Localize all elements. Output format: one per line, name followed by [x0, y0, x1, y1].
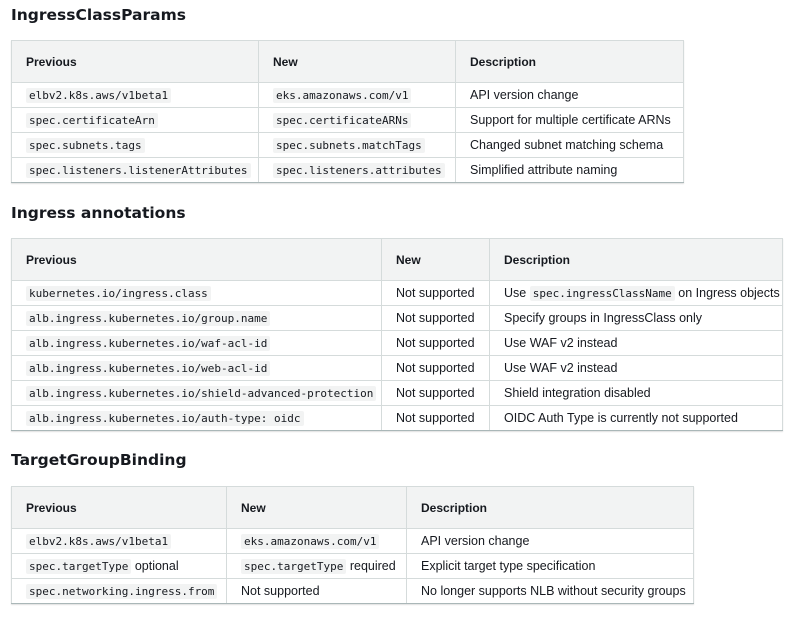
cell-new	[259, 83, 456, 108]
ingress-class-params-table	[11, 40, 684, 183]
cell-description: Specify groups in IngressClass only	[490, 306, 783, 331]
cell-description: Shield integration disabled	[490, 381, 783, 406]
table-header-row	[12, 41, 684, 83]
code-previous: spec.certificateArn	[26, 113, 158, 128]
column-header-new: New	[227, 487, 407, 529]
table-row	[12, 381, 783, 406]
table-row	[12, 529, 694, 554]
new-suffix: required	[349, 559, 396, 573]
code-new: spec.listeners.attributes	[273, 163, 445, 178]
cell-description: Use WAF v2 instead	[490, 356, 783, 381]
table-row	[12, 83, 684, 108]
column-header-new: New	[259, 41, 456, 83]
code-previous: spec.listeners.listenerAttributes	[26, 163, 251, 178]
cell-previous	[12, 406, 382, 431]
table-header-row	[12, 239, 783, 281]
description-prefix: Use	[504, 286, 527, 300]
column-header-previous: Previous	[12, 239, 382, 281]
table-row	[12, 281, 783, 306]
column-header-previous: Previous	[12, 487, 227, 529]
description-suffix: on Ingress objects	[678, 286, 780, 300]
column-header-description: Description	[407, 487, 694, 529]
column-header-previous: Previous	[12, 41, 259, 83]
cell-description: API version change	[407, 529, 694, 554]
code-previous: alb.ingress.kubernetes.io/group.name	[26, 311, 270, 326]
code-previous: spec.targetType	[26, 559, 131, 574]
cell-previous	[12, 529, 227, 554]
cell-description: Use WAF v2 instead	[490, 331, 783, 356]
cell-previous	[12, 356, 382, 381]
cell-description: Simplified attribute naming	[456, 158, 684, 183]
cell-previous	[12, 331, 382, 356]
code-new: eks.amazonaws.com/v1	[273, 88, 411, 103]
table-row	[12, 356, 783, 381]
code-new: eks.amazonaws.com/v1	[241, 534, 379, 549]
cell-new	[259, 108, 456, 133]
section-title-target-group-binding: TargetGroupBinding	[11, 451, 187, 469]
code-new: spec.subnets.matchTags	[273, 138, 425, 153]
description-code: spec.ingressClassName	[530, 286, 675, 301]
code-previous: elbv2.k8s.aws/v1beta1	[26, 534, 171, 549]
cell-new: Not supported	[382, 306, 490, 331]
table-row	[12, 306, 783, 331]
section-title-ingress-class-params: IngressClassParams	[11, 6, 186, 24]
cell-new: Not supported	[382, 281, 490, 306]
cell-new: Not supported	[382, 331, 490, 356]
cell-new: Not supported	[227, 579, 407, 604]
cell-description: OIDC Auth Type is currently not supported	[490, 406, 783, 431]
cell-previous	[12, 83, 259, 108]
cell-previous	[12, 133, 259, 158]
cell-description	[490, 281, 783, 306]
table-row	[12, 331, 783, 356]
cell-description: Changed subnet matching schema	[456, 133, 684, 158]
cell-previous	[12, 579, 227, 604]
code-previous: alb.ingress.kubernetes.io/auth-type: oidc	[26, 411, 304, 426]
code-new: spec.certificateARNs	[273, 113, 411, 128]
cell-new	[259, 158, 456, 183]
cell-new: Not supported	[382, 381, 490, 406]
code-previous: alb.ingress.kubernetes.io/waf-acl-id	[26, 336, 270, 351]
code-previous: elbv2.k8s.aws/v1beta1	[26, 88, 171, 103]
cell-previous	[12, 281, 382, 306]
cell-description: API version change	[456, 83, 684, 108]
cell-new: Not supported	[382, 356, 490, 381]
cell-new	[227, 554, 407, 579]
cell-description: Explicit target type specification	[407, 554, 694, 579]
table-row	[12, 579, 694, 604]
cell-new: Not supported	[382, 406, 490, 431]
cell-previous	[12, 306, 382, 331]
table-row	[12, 133, 684, 158]
cell-previous	[12, 381, 382, 406]
code-previous: kubernetes.io/ingress.class	[26, 286, 211, 301]
cell-description: No longer supports NLB without security groups	[407, 579, 694, 604]
section-title-ingress-annotations: Ingress annotations	[11, 204, 186, 222]
ingress-annotations-table	[11, 238, 783, 431]
previous-suffix: optional	[134, 559, 179, 573]
cell-previous	[12, 554, 227, 579]
table-row	[12, 108, 684, 133]
column-header-new: New	[382, 239, 490, 281]
target-group-binding-table	[11, 486, 694, 604]
code-previous: alb.ingress.kubernetes.io/shield-advanced-protection	[26, 386, 376, 401]
column-header-description: Description	[456, 41, 684, 83]
cell-new	[227, 529, 407, 554]
cell-previous	[12, 158, 259, 183]
code-previous: spec.subnets.tags	[26, 138, 145, 153]
table-row	[12, 554, 694, 579]
table-row	[12, 406, 783, 431]
table-row	[12, 158, 684, 183]
code-previous: alb.ingress.kubernetes.io/web-acl-id	[26, 361, 270, 376]
code-previous: spec.networking.ingress.from	[26, 584, 217, 599]
cell-description: Support for multiple certificate ARNs	[456, 108, 684, 133]
table-header-row	[12, 487, 694, 529]
column-header-description: Description	[490, 239, 783, 281]
cell-new	[259, 133, 456, 158]
cell-previous	[12, 108, 259, 133]
code-new: spec.targetType	[241, 559, 346, 574]
